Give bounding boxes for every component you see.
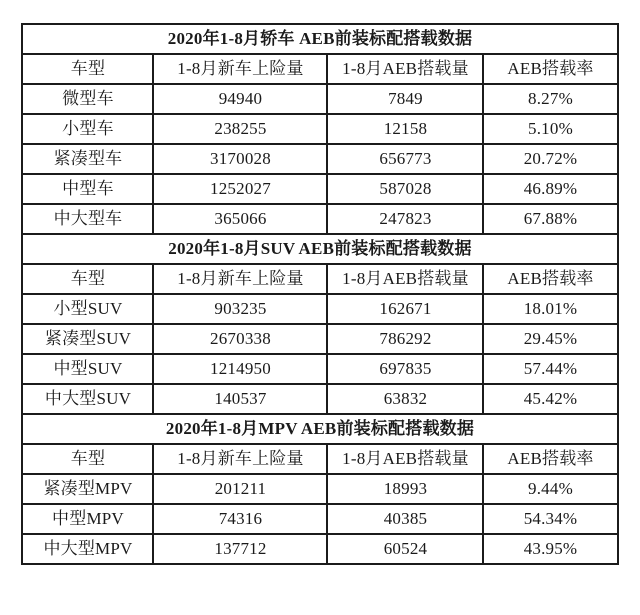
table-row (22, 324, 617, 354)
vehicle-type-cell: 小型SUV (22, 294, 153, 324)
aeb-rate-cell: 8.27% (483, 84, 617, 114)
column-header-insured-volume: 1-8月新车上险量 (153, 444, 327, 474)
vehicle-type-cell: 中型车 (22, 174, 153, 204)
column-header-insured-volume: 1-8月新车上险量 (153, 264, 327, 294)
aeb-rate-cell: 67.88% (483, 204, 617, 234)
column-header-vehicle-type: 车型 (22, 54, 153, 84)
vehicle-type-cell: 小型车 (22, 114, 153, 144)
insured-volume-cell: 140537 (153, 384, 327, 414)
table-row (22, 294, 617, 324)
column-header-aeb-rate: AEB搭载率 (483, 264, 617, 294)
aeb-volume-cell: 587028 (327, 174, 483, 204)
aeb-rate-cell: 43.95% (483, 534, 617, 564)
aeb-volume-cell: 786292 (327, 324, 483, 354)
aeb-volume-cell: 697835 (327, 354, 483, 384)
table-row (22, 444, 617, 474)
aeb-rate-cell: 45.42% (483, 384, 617, 414)
vehicle-type-cell: 微型车 (22, 84, 153, 114)
vehicle-type-cell: 中大型MPV (22, 534, 153, 564)
aeb-volume-cell: 18993 (327, 474, 483, 504)
table-row (22, 54, 617, 84)
vehicle-type-cell: 中大型车 (22, 204, 153, 234)
vehicle-type-cell: 紧凑型SUV (22, 324, 153, 354)
insured-volume-cell: 903235 (153, 294, 327, 324)
aeb-rate-cell: 57.44% (483, 354, 617, 384)
insured-volume-cell: 238255 (153, 114, 327, 144)
aeb-data-table (21, 23, 618, 565)
section-title-mpv: 2020年1-8月MPV AEB前装标配搭载数据 (22, 414, 617, 444)
aeb-volume-cell: 162671 (327, 294, 483, 324)
aeb-volume-cell: 247823 (327, 204, 483, 234)
aeb-volume-cell: 63832 (327, 384, 483, 414)
table-row (22, 504, 617, 534)
table-row (22, 414, 617, 444)
column-header-vehicle-type: 车型 (22, 264, 153, 294)
column-header-aeb-volume: 1-8月AEB搭载量 (327, 54, 483, 84)
aeb-rate-cell: 54.34% (483, 504, 617, 534)
table-row (22, 174, 617, 204)
insured-volume-cell: 94940 (153, 84, 327, 114)
insured-volume-cell: 3170028 (153, 144, 327, 174)
aeb-volume-cell: 40385 (327, 504, 483, 534)
aeb-rate-cell: 20.72% (483, 144, 617, 174)
table-row (22, 234, 617, 264)
page (0, 23, 640, 615)
aeb-volume-cell: 7849 (327, 84, 483, 114)
vehicle-type-cell: 紧凑型MPV (22, 474, 153, 504)
aeb-rate-cell: 18.01% (483, 294, 617, 324)
vehicle-type-cell: 中大型SUV (22, 384, 153, 414)
column-header-insured-volume: 1-8月新车上险量 (153, 54, 327, 84)
vehicle-type-cell: 中型MPV (22, 504, 153, 534)
table-row (22, 114, 617, 144)
column-header-vehicle-type: 车型 (22, 444, 153, 474)
aeb-rate-cell: 29.45% (483, 324, 617, 354)
aeb-rate-cell: 9.44% (483, 474, 617, 504)
table-row (22, 24, 617, 54)
insured-volume-cell: 201211 (153, 474, 327, 504)
table-row (22, 354, 617, 384)
aeb-rate-cell: 46.89% (483, 174, 617, 204)
table-row (22, 474, 617, 504)
vehicle-type-cell: 中型SUV (22, 354, 153, 384)
aeb-volume-cell: 60524 (327, 534, 483, 564)
table-row (22, 384, 617, 414)
column-header-aeb-rate: AEB搭载率 (483, 54, 617, 84)
table-row (22, 264, 617, 294)
aeb-volume-cell: 12158 (327, 114, 483, 144)
table-row (22, 204, 617, 234)
column-header-aeb-rate: AEB搭载率 (483, 444, 617, 474)
table-row (22, 534, 617, 564)
insured-volume-cell: 137712 (153, 534, 327, 564)
insured-volume-cell: 2670338 (153, 324, 327, 354)
insured-volume-cell: 74316 (153, 504, 327, 534)
column-header-aeb-volume: 1-8月AEB搭载量 (327, 264, 483, 294)
section-title-suv: 2020年1-8月SUV AEB前装标配搭载数据 (22, 234, 617, 264)
table-row (22, 84, 617, 114)
vehicle-type-cell: 紧凑型车 (22, 144, 153, 174)
column-header-aeb-volume: 1-8月AEB搭载量 (327, 444, 483, 474)
insured-volume-cell: 1252027 (153, 174, 327, 204)
insured-volume-cell: 1214950 (153, 354, 327, 384)
insured-volume-cell: 365066 (153, 204, 327, 234)
table-row (22, 144, 617, 174)
section-title-sedan: 2020年1-8月轿车 AEB前装标配搭载数据 (22, 24, 617, 54)
aeb-volume-cell: 656773 (327, 144, 483, 174)
aeb-rate-cell: 5.10% (483, 114, 617, 144)
